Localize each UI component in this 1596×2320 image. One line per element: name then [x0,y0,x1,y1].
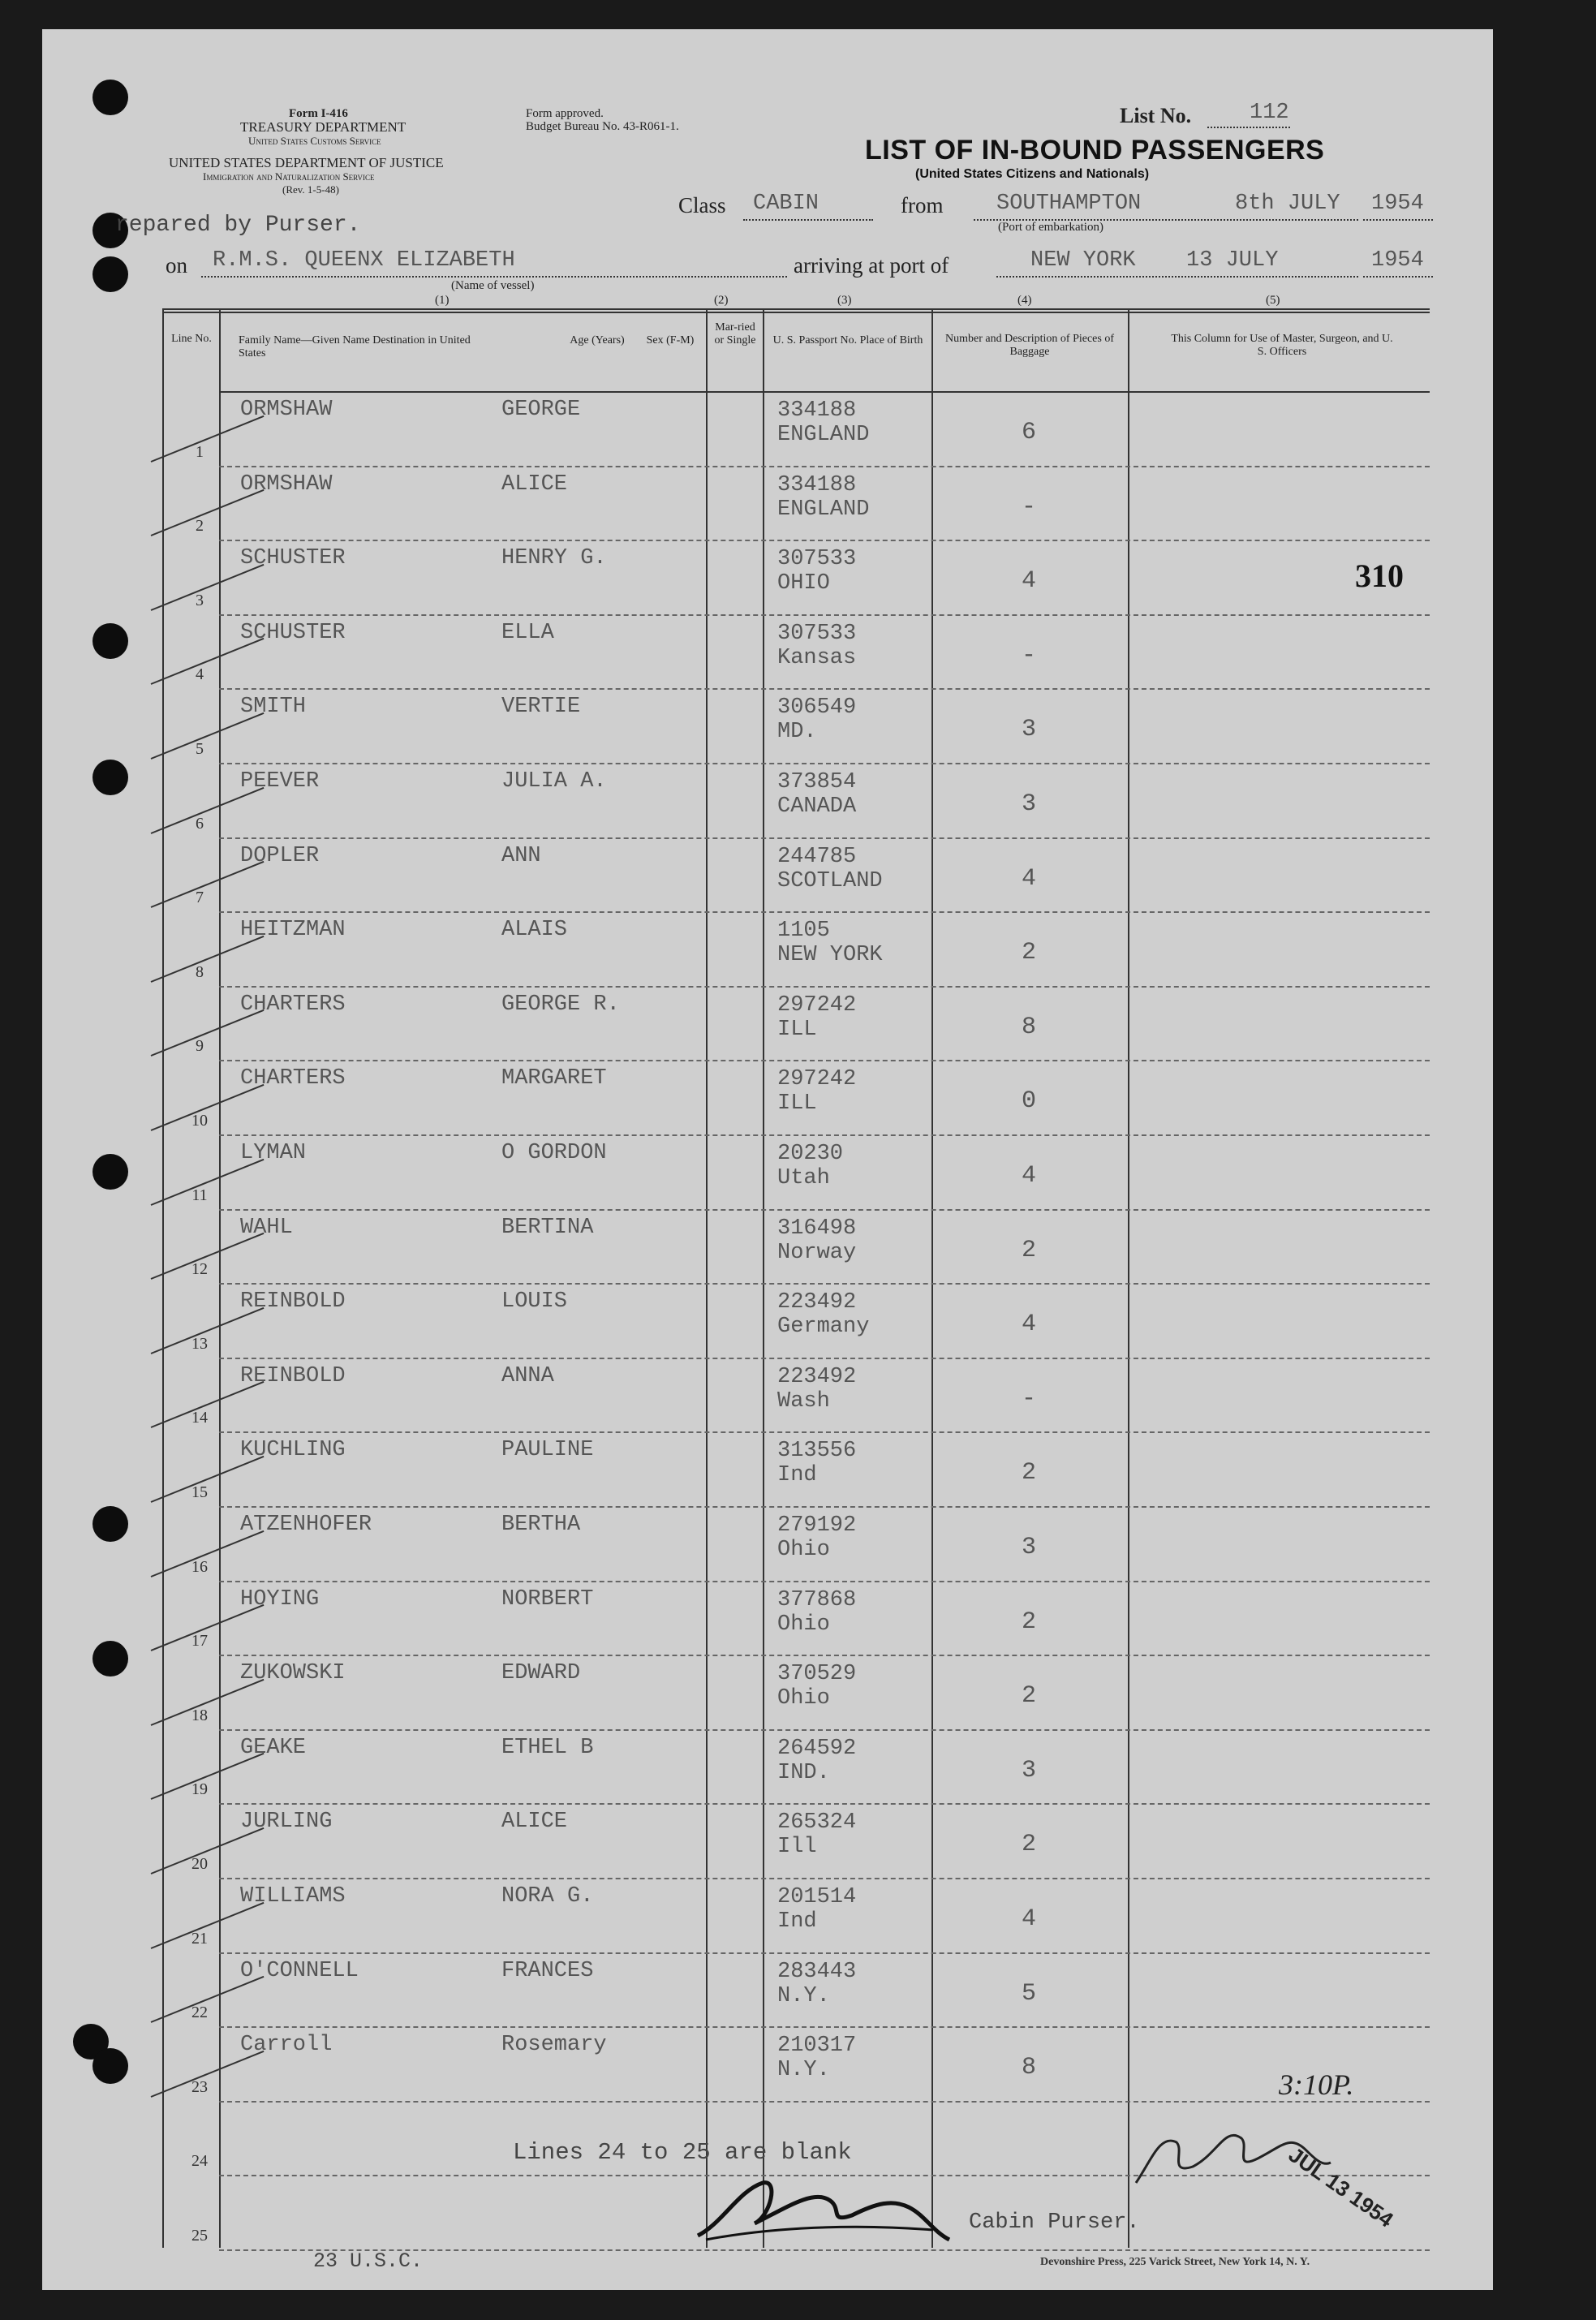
passport-number: 307533 [777,621,857,646]
family-name: CHARTERS [240,1066,346,1091]
header-line-no: Line No. [171,333,212,345]
baggage-count: 8 [1021,1013,1036,1041]
row-divider [219,763,1430,764]
given-name: NORBERT [501,1586,594,1612]
given-name: ANNA [501,1363,554,1388]
given-name: BERTHA [501,1513,581,1537]
given-name: ETHEL B [501,1735,594,1760]
given-name: FRANCES [501,1958,594,1983]
place-of-birth: Germany [777,1315,870,1340]
given-name: BERTINA [501,1215,594,1240]
family-name: JURLING [240,1810,333,1835]
place-of-birth: IND. [777,1760,830,1785]
baggage-count: - [1021,1384,1036,1413]
col-num-1: (1) [435,294,450,307]
baggage-count: 2 [1021,1459,1036,1487]
baggage-count: 4 [1021,567,1036,596]
place-of-birth: ILL [777,1091,817,1117]
row-divider [219,911,1430,913]
list-number-label: List No. [1120,104,1192,127]
row-divider [219,1209,1430,1211]
given-name: JULIA A. [501,769,607,794]
line-number: 24 [191,2152,208,2171]
page-title: LIST OF IN-BOUND PASSENGERS [865,135,1325,166]
place-of-birth: Wash [777,1388,830,1414]
place-of-birth: MD. [777,720,817,745]
given-name: EDWARD [501,1661,581,1686]
baggage-count: - [1021,493,1036,521]
place-of-birth: Ind [777,1909,817,1934]
given-name: VERTIE [501,695,581,720]
family-name: WILLIAMS [240,1884,346,1909]
officer-signature [1128,2110,1339,2199]
family-name: ZUKOWSKI [240,1661,346,1686]
baggage-count: 2 [1021,1682,1036,1711]
on-label: on [166,253,187,278]
class-value: CABIN [753,192,820,216]
revision: (Rev. 1-5-48) [282,183,339,196]
baggage-count: 4 [1021,864,1036,893]
given-name: ELLA [501,620,554,645]
family-name: KUCHLING [240,1438,346,1463]
given-name: ALICE [501,471,568,497]
treasury-dept: TREASURY DEPARTMENT [240,119,407,135]
punch-hole [92,256,128,292]
row-divider [219,1060,1430,1061]
line-number: 20 [191,1855,208,1873]
baggage-count: 4 [1021,1162,1036,1190]
row-divider [219,1655,1430,1656]
row-divider [219,1729,1430,1731]
given-name: HENRY G. [501,546,607,571]
passport-number: 244785 [777,844,857,869]
given-name: GEORGE R. [501,992,620,1017]
vessel-caption: (Name of vessel) [451,279,535,292]
row-divider [219,688,1430,690]
place-of-birth: Ind [777,1463,817,1488]
date-stamp: JUL 13 1954 [1284,2142,1398,2232]
family-name: HEITZMAN [240,918,346,943]
line-number: 16 [191,1557,208,1576]
baggage-count: 2 [1021,939,1036,967]
line-number: 22 [191,2004,208,2022]
place-of-birth: Ohio [777,1686,830,1711]
passport-number: 373854 [777,770,857,794]
row-divider [219,1803,1430,1805]
passport-number: 297242 [777,1067,857,1092]
place-of-birth: SCOTLAND [777,868,883,893]
customs-service: United States Customs Service [248,135,381,147]
line-number: 25 [191,2227,208,2245]
line-number: 10 [191,1112,208,1130]
passport-number: 306549 [777,695,857,721]
embarkation-port: SOUTHAMPTON [996,192,1142,216]
line-number: 1 [196,442,204,461]
family-name: HOYING [240,1586,320,1612]
printer-credit: Devonshire Press, 225 Varick Street, New York 14, N. Y. [1040,2256,1310,2268]
row-divider [219,614,1430,616]
passport-number: 265324 [777,1810,857,1836]
place-of-birth: ENGLAND [777,497,870,522]
given-name: LOUIS [501,1289,568,1315]
baggage-count: 3 [1021,790,1036,818]
family-name: O'CONNELL [240,1958,359,1983]
family-name: GEAKE [240,1735,307,1760]
row-divider [219,837,1430,839]
family-name: REINBOLD [240,1289,346,1315]
line-number: 17 [191,1632,208,1651]
family-name: PEEVER [240,769,320,794]
given-name: NORA G. [501,1884,594,1909]
passport-number: 334188 [777,398,857,423]
place-of-birth: ENGLAND [777,423,870,447]
baggage-count: 3 [1021,1756,1036,1784]
passport-number: 283443 [777,1959,857,1984]
line-number: 12 [191,1260,208,1279]
prepared-by: repared by Purser. [115,213,361,238]
embarkation-year: 1954 [1371,192,1424,216]
row-divider [219,1358,1430,1359]
line-number: 23 [191,2077,208,2096]
family-name: ORMSHAW [240,471,333,497]
given-name: MARGARET [501,1066,607,1091]
header-baggage: Number and Description of Pieces of Baggage [945,333,1114,358]
row-divider [219,2026,1430,2028]
passport-number: 297242 [777,992,857,1018]
form-number: Form I-416 [289,107,348,120]
line-number: 5 [196,740,204,758]
passport-number: 279192 [777,1513,857,1538]
immigration-service: Immigration and Naturalization Service [203,170,375,183]
passport-number: 1105 [777,919,830,944]
place-of-birth: Ill [777,1835,817,1860]
place-of-birth: Norway [777,1240,857,1265]
baggage-count: 5 [1021,1979,1036,2008]
line-number: 2 [196,517,204,536]
line-number: 3 [196,591,204,609]
embarkation-date: 8th JULY [1235,192,1340,216]
baggage-count: 6 [1021,419,1036,446]
row-divider [219,1283,1430,1285]
arrival-year: 1954 [1371,248,1424,273]
given-name: ANN [501,843,541,868]
officer-note-line-23: 3:10P. [1279,2068,1354,2101]
passport-number: 377868 [777,1587,857,1612]
arrival-port: NEW YORK [1030,248,1136,273]
arriving-label: arriving at port of [794,253,949,278]
place-of-birth: Kansas [777,645,857,670]
passport-number: 313556 [777,1439,857,1464]
vessel-name: R.M.S. QUEENX ELIZABETH [213,248,515,273]
punch-hole [92,623,128,659]
row-divider [219,1506,1430,1508]
given-name: ALICE [501,1810,568,1835]
baggage-count: 4 [1021,1311,1036,1339]
col-num-2: (2) [714,294,729,307]
passport-number: 201514 [777,1885,857,1909]
passport-number: 264592 [777,1736,857,1761]
header-age: Age (Years) [570,334,625,346]
line-number: 11 [191,1186,208,1204]
punch-hole [92,1641,128,1677]
line-number: 9 [196,1037,204,1056]
passport-number: 334188 [777,472,857,497]
place-of-birth: Ohio [777,1612,830,1637]
line-number: 14 [191,1409,208,1427]
family-name: DOPLER [240,843,320,868]
from-label: from [901,193,944,217]
page-subtitle: (United States Citizens and Nationals) [915,167,1150,181]
family-name: SCHUSTER [240,620,346,645]
family-name: SCHUSTER [240,546,346,571]
line-number: 4 [196,665,204,684]
given-name: ALAIS [501,918,568,943]
family-name: Carroll [240,2033,333,2058]
punch-hole [92,2048,128,2084]
row-divider [219,986,1430,988]
col-num-4: (4) [1017,294,1032,307]
blank-lines-note: Lines 24 to 25 are blank [513,2139,852,2166]
budget-bureau: Budget Bureau No. 43-R061-1. [526,120,679,133]
justice-dept: UNITED STATES DEPARTMENT OF JUSTICE [169,155,444,170]
baggage-count: 2 [1021,1831,1036,1859]
header-officers: This Column for Use of Master, Surgeon, and U. S. Officers [1171,333,1393,358]
passport-number: 210317 [777,2034,857,2059]
header-name: Family Name—Given Name Destination in United States [239,334,471,359]
row-divider [219,2101,1430,2103]
class-label: Class [678,193,726,217]
purser-label: Cabin Purser. [969,2210,1140,2235]
list-number: 112 [1250,101,1289,125]
family-name: REINBOLD [240,1363,346,1388]
baggage-count: 8 [1021,2054,1036,2082]
family-name: CHARTERS [240,992,346,1017]
place-of-birth: Ohio [777,1538,830,1562]
passport-number: 20230 [777,1142,844,1166]
place-of-birth: N.Y. [777,1983,830,2008]
line-number: 19 [191,1780,208,1799]
row-divider [219,1134,1430,1136]
punch-hole [92,1506,128,1542]
family-name: LYMAN [240,1141,307,1165]
col-num-5: (5) [1266,294,1280,307]
passport-number: 307533 [777,547,857,572]
officer-note: 310 [1355,557,1404,594]
baggage-count: 0 [1021,1087,1036,1116]
baggage-count: 3 [1021,1534,1036,1561]
given-name: Rosemary [501,2033,607,2058]
baggage-count: 3 [1021,716,1036,744]
form-approved: Form approved. [526,107,604,120]
row-divider [219,1952,1430,1954]
baggage-count: - [1021,641,1036,669]
punch-hole [92,760,128,795]
row-divider [219,1581,1430,1582]
line-number: 21 [191,1929,208,1948]
given-name: O GORDON [501,1141,607,1165]
line-number: 15 [191,1483,208,1501]
header-sex: Sex (F-M) [646,334,695,346]
baggage-count: 4 [1021,1905,1036,1933]
arrival-date: 13 JULY [1186,248,1279,273]
place-of-birth: N.Y. [777,2058,830,2083]
line-number: 6 [196,814,204,833]
header-passport: U. S. Passport No. Place of Birth [772,334,923,346]
baggage-count: 2 [1021,1608,1036,1636]
family-name: SMITH [240,695,307,720]
row-divider [219,466,1430,467]
purser-signature [690,2159,957,2248]
line-number: 13 [191,1334,208,1353]
header-married: Mar-ried or Single [714,321,756,346]
port-caption: (Port of embarkation) [998,221,1103,234]
passport-number: 370529 [777,1662,857,1687]
place-of-birth: NEW YORK [777,943,883,968]
line-number: 18 [191,1706,208,1724]
row-divider [219,1431,1430,1433]
line-number: 8 [196,962,204,981]
row-divider [219,540,1430,541]
line-number: 7 [196,889,204,907]
place-of-birth: ILL [777,1017,817,1042]
punch-hole [92,1154,128,1190]
given-name: PAULINE [501,1438,594,1463]
given-name: GEORGE [501,398,581,422]
footer-statute: 23 U.S.C. [313,2249,424,2273]
passport-number: 223492 [777,1290,857,1315]
family-name: ORMSHAW [240,398,333,422]
place-of-birth: CANADA [777,794,857,819]
family-name: WAHL [240,1215,293,1240]
place-of-birth: OHIO [777,571,830,596]
row-divider [219,1878,1430,1879]
place-of-birth: Utah [777,1166,830,1190]
baggage-count: 2 [1021,1236,1036,1264]
family-name: ATZENHOFER [240,1513,372,1537]
col-num-3: (3) [837,294,852,307]
passport-number: 316498 [777,1216,857,1241]
passport-number: 223492 [777,1364,857,1389]
punch-hole [92,80,128,115]
